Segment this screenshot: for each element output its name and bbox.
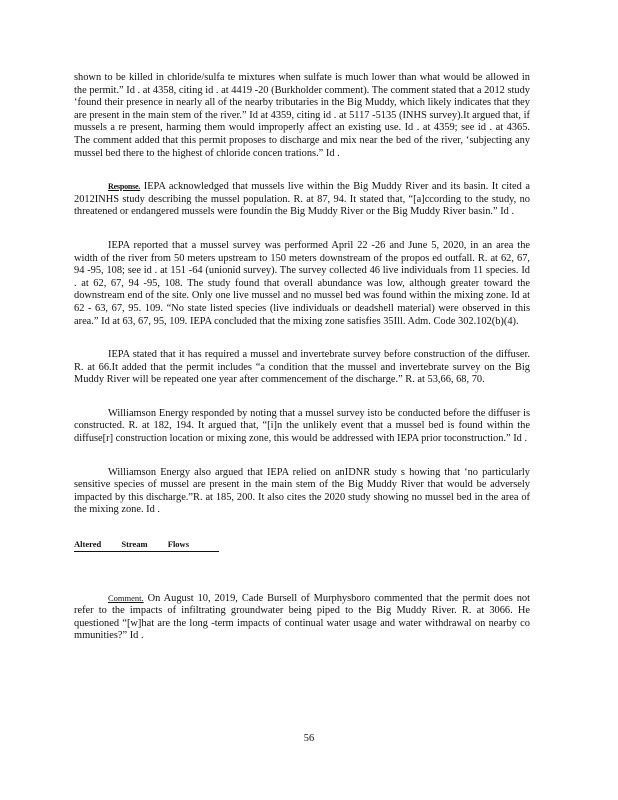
comment-lead: Comment. <box>108 592 144 603</box>
paragraph-1: shown to be killed in chloride/sulfa te mixtures when sulfate is much lower than what would be allowed in the permit.” Id . at 4358, citing id . at 4419 -20 (Burkholder comment). The comment stated that a 2012 study ‘found their presence in nearly all of the nearby tributaries in the Big Muddy, which likely indicates that they are present in the main stem of the river.” Id at 4359, citing id . at 5117 -5135 (INHS survey).It argued that, if mussels a re present, harming them would improperly affect an existing use. Id . at 4359; see id . at 4365. The comment added that this permit proposes to discharge and mix near the bed of the river, ‘subjecting any mussel bed there to the highest of chloride concen trations.” Id . <box>74 72 530 159</box>
paragraph-4: IEPA stated that it has required a mussel and invertebrate survey before construction of the diffuser. R. at 66.It added that the permit includes “a condition that the mussel and invertebrate survey on the Big Muddy River will be repeated one year after commencement of the discharge.” R. at 53,66, 68, 70. <box>74 349 530 386</box>
section-heading-wrap <box>74 538 530 572</box>
paragraph-7 <box>74 592 530 643</box>
document-page <box>74 72 530 664</box>
paragraph-2-text: IEPA acknowledged that mussels live within the Big Muddy River and its basin. It cited a 2012INHS study describing the mussel population. R. at 87, 94. It stated that, “[a]ccording to the study, no threatened or endangered mussels were foundin the Big Muddy River or the Big Muddy River basin.” Id . <box>74 181 530 218</box>
paragraph-2 <box>74 181 530 219</box>
paragraph-6: Williamson Energy also argued that IEPA relied on anIDNR study s howing that ‘no particularly sensitive species of mussel are present in the main stem of the Big Muddy River that would be adversely impacted by this discharge.”R. at 185, 200. It also cites the 2020 study showing no mussel bed in the area of the mixing zone. Id . <box>74 466 530 516</box>
response-lead: Response. <box>108 182 141 192</box>
paragraph-3: IEPA reported that a mussel survey was performed April 22 -26 and June 5, 2020, in an area the width of the river from 50 meters upstream to 150 meters downstream of the propos ed outfall. R. at 62, 67, 94 -95, 108; see id . at 151 -64 (unionid survey). The survey collected 46 live individuals from 11 species. Id . at 62, 67, 94 -95, 108. The study found that overall abundance was low, although greater toward the downstream end of the site. Only one live mussel and no mussel bed was found within the mixing zone. Id at 62 - 63, 67, 95. 109. “No state listed species (live individuals or deadshell material) were observed in this area.” Id at 63, 67, 95, 109. IEPA concluded that the mixing zone satisfies 35Ill. Adm. Code 302.102(b)(4). <box>74 239 530 327</box>
paragraph-7-text: On August 10, 2019, Cade Bursell of Murphysboro commented that the permit does not refer to the impacts of infiltrating groundwater being piped to the Big Muddy River. R. at 3066. He questioned “[w]hat are the long -term impacts of continual water usage and water withdrawal on nearby co mmunities?” Id . <box>74 592 530 642</box>
section-heading: Altered Stream Flows <box>74 538 219 552</box>
paragraph-5: Williamson Energy responded by noting that a mussel survey isto be conducted before the diffuser is constructed. R. at 182, 194. It argued that, “[i]n the unlikely event that a mussel bed is found within the diffuse[r] construction location or mixing zone, this would be addressed with IEPA prior toconstruction.” Id . <box>74 407 530 445</box>
page-number: 56 <box>303 733 315 744</box>
